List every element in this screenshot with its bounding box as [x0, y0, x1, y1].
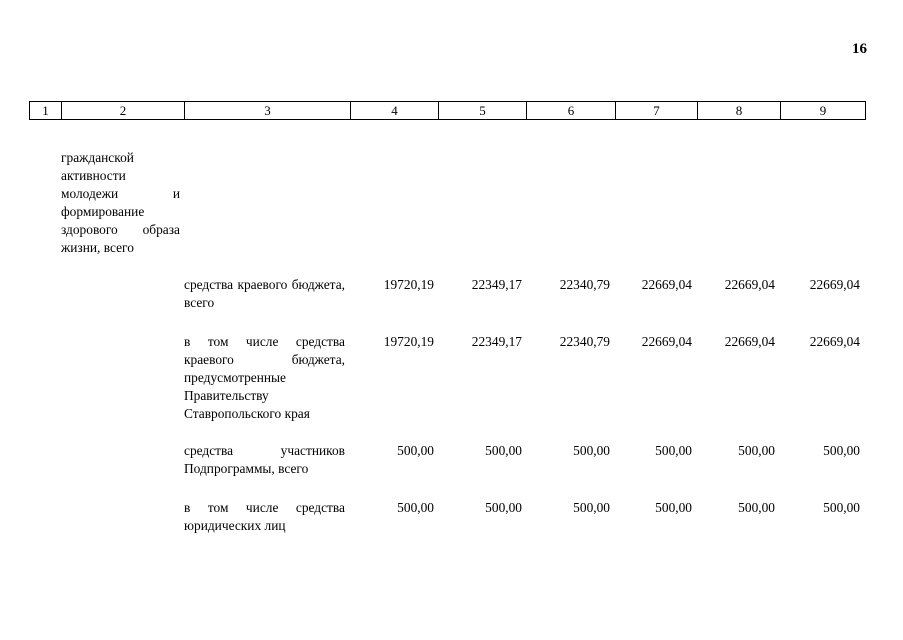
row-label: средства краевого бюджета, всего	[184, 277, 345, 310]
row-value: 500,00	[397, 443, 434, 458]
row-value: 22669,04	[641, 334, 692, 349]
header-col-7: 7	[616, 102, 698, 119]
header-col-4: 4	[351, 102, 439, 119]
row-value: 500,00	[397, 500, 434, 515]
header-col-6: 6	[527, 102, 616, 119]
row-value: 22669,04	[724, 277, 775, 292]
row-value: 22669,04	[809, 277, 860, 292]
row-value: 22669,04	[641, 277, 692, 292]
row-value: 500,00	[823, 443, 860, 458]
header-col-9: 9	[819, 103, 827, 118]
row-value: 500,00	[485, 500, 522, 515]
row-label: средства участников Подпрограммы, всего	[184, 443, 345, 476]
header-col-1: 1	[30, 102, 62, 119]
row-value: 500,00	[573, 443, 610, 458]
row-value: 22349,17	[471, 277, 522, 292]
row-value: 500,00	[655, 443, 692, 458]
row-value: 500,00	[738, 500, 775, 515]
program-name: гражданской активности молодежи и формирование здорового образа жизни, всего	[61, 150, 180, 255]
table-header-row	[29, 101, 866, 120]
header-col-2: 2	[62, 102, 185, 119]
header-col-5: 5	[439, 102, 527, 119]
page-number: 16	[852, 41, 867, 57]
row-label: в том числе средства краевого бюджета, предусмотренные Правительству Ставропольского края	[184, 334, 345, 421]
row-value: 500,00	[823, 500, 860, 515]
row-value: 22340,79	[559, 277, 610, 292]
row-value: 22669,04	[809, 334, 860, 349]
row-value: 500,00	[655, 500, 692, 515]
row-value: 19720,19	[383, 277, 434, 292]
header-col-8: 8	[698, 102, 781, 119]
row-value: 500,00	[738, 443, 775, 458]
row-value: 500,00	[485, 443, 522, 458]
header-col-3: 3	[185, 102, 351, 119]
row-value: 500,00	[573, 500, 610, 515]
row-value: 22349,17	[471, 334, 522, 349]
row-value: 22340,79	[559, 334, 610, 349]
row-value: 19720,19	[383, 334, 434, 349]
row-value: 22669,04	[724, 334, 775, 349]
row-label: в том числе средства юридических лиц	[184, 500, 345, 533]
